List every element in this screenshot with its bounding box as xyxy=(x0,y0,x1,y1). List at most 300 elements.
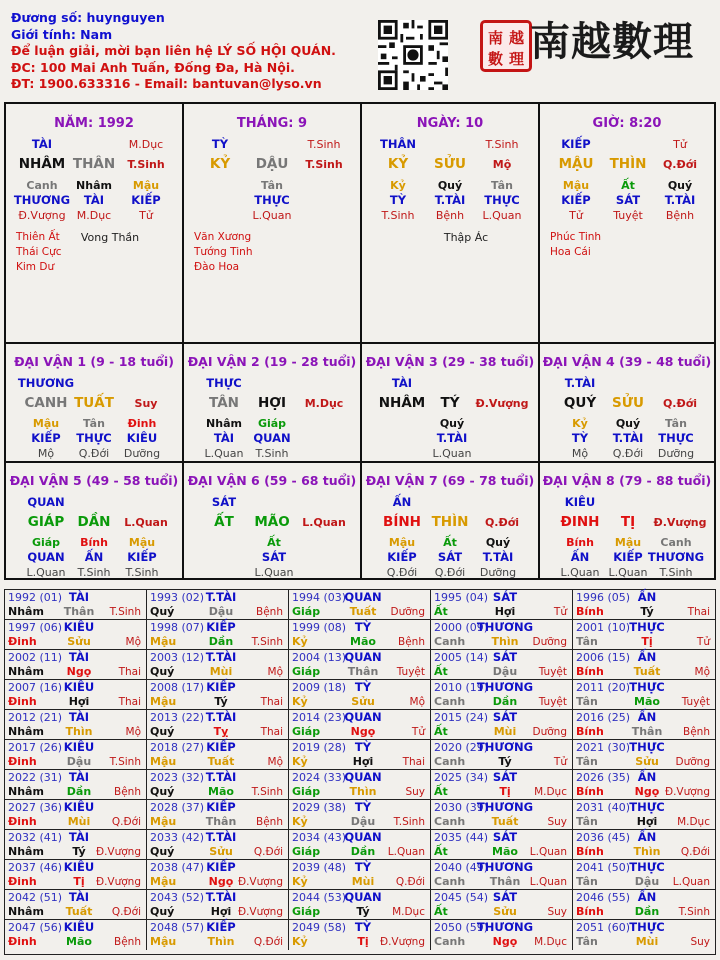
year-god: T.TÀI xyxy=(205,590,237,604)
year-label: 2000 (09) xyxy=(434,621,489,634)
year-branch: Ngọ xyxy=(492,935,518,948)
year-stem: Bính xyxy=(576,845,604,858)
year-stem: Tân xyxy=(576,755,598,768)
year-label: 2042 (51) xyxy=(8,891,63,904)
year-label: 2050 (59) xyxy=(434,921,489,934)
dai-van-1[interactable] xyxy=(6,344,184,463)
hidden-phase: Bệnh xyxy=(435,209,465,222)
year-cell[interactable] xyxy=(5,890,147,920)
year-cell[interactable] xyxy=(5,650,147,680)
year-label: 2019 (28) xyxy=(292,741,347,754)
star-list-item: Thiên Ất xyxy=(16,231,60,243)
year-god: QUAN xyxy=(344,590,382,604)
year-branch: Dần xyxy=(208,635,234,648)
year-stem: Mậu xyxy=(150,635,177,648)
year-god: THỰC xyxy=(629,920,665,934)
year-god: QUAN xyxy=(344,710,382,724)
year-star: Mộ xyxy=(267,666,283,678)
dai-van-god: QUAN xyxy=(27,495,65,509)
year-cell[interactable] xyxy=(289,800,431,830)
year-cell[interactable] xyxy=(573,890,715,920)
hidden-god: T.TÀI xyxy=(664,193,696,207)
pillar-title: NGÀY: 10 xyxy=(416,116,484,131)
year-cell[interactable] xyxy=(147,680,289,710)
year-branch: Mão xyxy=(492,845,518,858)
year-god: T.TÀI xyxy=(205,830,237,844)
chart-grid xyxy=(4,102,716,580)
year-cell[interactable] xyxy=(431,830,573,860)
hidden-god: TÀI xyxy=(83,193,105,207)
year-cell[interactable] xyxy=(289,740,431,770)
year-god: KIẾP xyxy=(206,920,236,934)
year-stem: Tân xyxy=(576,815,598,828)
hidden-phase: T.Sinh xyxy=(77,566,111,579)
year-star: Mộ xyxy=(694,666,710,678)
hidden-phase: L.Quan xyxy=(204,447,244,460)
contact-phone-email: ĐT: 1900.633316 - Email: bantuvan@lyso.vn xyxy=(11,76,322,91)
hidden-phase: L.Quan xyxy=(26,566,66,579)
dai-van-title: ĐẠI VẬN 5 (49 - 58 tuổi) xyxy=(9,473,179,488)
hidden-god: THƯƠNG xyxy=(647,550,705,564)
pillar-stem: KỶ xyxy=(209,156,231,172)
dai-van-god: KIÊU xyxy=(564,495,596,509)
year-god: ẤN xyxy=(637,710,657,724)
year-god: SÁT xyxy=(492,650,518,664)
star-list-item: Kim Dư xyxy=(16,261,55,273)
year-cell[interactable] xyxy=(431,620,573,650)
year-label: 2036 (45) xyxy=(576,831,631,844)
pillar-title: THÁNG: 9 xyxy=(236,116,308,131)
year-branch: Mão xyxy=(634,695,660,708)
year-label: 1995 (04) xyxy=(434,591,489,604)
year-god: THƯƠNG xyxy=(476,800,534,814)
year-branch: Mùi xyxy=(67,815,91,828)
hidden-stem: Quý xyxy=(439,417,465,430)
year-cell[interactable] xyxy=(147,800,289,830)
year-branch: Tị xyxy=(73,875,85,888)
hidden-phase: L.Quan xyxy=(254,566,294,579)
year-star: Q.Đới xyxy=(111,906,141,918)
dai-van-branch: DẦN xyxy=(77,514,111,530)
year-branch: Dần xyxy=(492,695,518,708)
year-stem: Đinh xyxy=(8,935,37,948)
year-cell[interactable] xyxy=(431,890,573,920)
hidden-phase: L.Quan xyxy=(252,209,292,222)
year-star: Tử xyxy=(696,636,710,648)
year-cell[interactable] xyxy=(5,770,147,800)
year-cell[interactable] xyxy=(573,860,715,890)
year-stem: Giáp xyxy=(292,665,321,678)
year-label: 1999 (08) xyxy=(292,621,347,634)
hidden-phase: Tử xyxy=(139,209,153,222)
year-cell[interactable] xyxy=(573,680,715,710)
dai-van-3[interactable] xyxy=(362,344,540,463)
year-cell[interactable] xyxy=(147,710,289,740)
year-stem: Canh xyxy=(434,695,466,708)
year-star: Dưỡng xyxy=(390,606,425,618)
pillar-stem: KỶ xyxy=(387,156,409,172)
year-branch: Mùi xyxy=(351,875,375,888)
year-cell[interactable] xyxy=(289,620,431,650)
seal-char-4: 理 xyxy=(509,50,525,68)
year-star: L.Quan xyxy=(672,876,710,888)
pillar-3[interactable] xyxy=(362,104,540,344)
hidden-phase: Dưỡng xyxy=(657,447,695,460)
year-cell[interactable] xyxy=(5,740,147,770)
owner-gender: Giới tính: Nam xyxy=(11,26,113,42)
year-cell[interactable] xyxy=(573,710,715,740)
year-cell[interactable] xyxy=(289,710,431,740)
hidden-phase: Dưỡng xyxy=(479,566,517,579)
year-cell[interactable] xyxy=(5,800,147,830)
dai-van-branch: SỬU xyxy=(612,395,644,411)
year-god: KIÊU xyxy=(63,620,95,634)
hidden-god: T.TÀI xyxy=(434,193,466,207)
year-cell[interactable] xyxy=(431,920,573,950)
year-cell[interactable] xyxy=(147,770,289,800)
year-cell[interactable] xyxy=(431,860,573,890)
dai-van-stem: ĐINH xyxy=(560,514,600,530)
year-star: Tử xyxy=(553,756,567,768)
year-stem: Kỷ xyxy=(292,755,308,768)
year-branch: Dần xyxy=(66,785,92,798)
year-stem: Nhâm xyxy=(8,665,44,678)
dai-van-star: Đ.Vượng xyxy=(653,516,707,529)
dai-van-branch: TUẤT xyxy=(74,395,114,411)
year-god: SÁT xyxy=(492,590,518,604)
year-star: Mộ xyxy=(125,636,141,648)
pillar-star-list xyxy=(194,230,252,275)
year-god: KIẾP xyxy=(206,860,236,874)
year-star: Đ.Vượng xyxy=(237,876,283,888)
year-branch: Hợi xyxy=(494,605,516,618)
year-stem: Nhâm xyxy=(8,905,44,918)
year-stem: Quý xyxy=(150,665,175,678)
year-star: Tử xyxy=(411,726,425,738)
year-cell[interactable] xyxy=(289,830,431,860)
year-branch: Tý xyxy=(356,905,370,918)
year-cell[interactable] xyxy=(289,650,431,680)
year-cell[interactable] xyxy=(431,590,573,620)
year-cell[interactable] xyxy=(5,590,147,620)
year-god: TỲ xyxy=(354,620,372,634)
year-label: 2033 (42) xyxy=(150,831,205,844)
year-god: T.TÀI xyxy=(205,890,237,904)
year-cell[interactable] xyxy=(289,770,431,800)
pillar-1[interactable] xyxy=(6,104,184,344)
year-star: Q.Đới xyxy=(680,846,710,858)
star-list-item: Văn Xương xyxy=(194,231,252,243)
year-cell[interactable] xyxy=(573,770,715,800)
year-star: T.Sinh xyxy=(109,606,141,618)
hidden-stem: Giáp xyxy=(257,417,287,430)
year-branch: Dần xyxy=(350,845,376,858)
year-god: THỰC xyxy=(629,740,665,754)
hidden-stem: Kỷ xyxy=(572,417,588,430)
year-stem: Bính xyxy=(576,905,604,918)
year-branch: Ngọ xyxy=(66,665,92,678)
star-list-item: Hoa Cái xyxy=(550,246,591,258)
year-cell[interactable] xyxy=(5,920,147,950)
year-branch: Thân xyxy=(489,875,521,888)
hidden-god: ẤN xyxy=(570,550,590,564)
year-cell[interactable] xyxy=(289,590,431,620)
dai-van-star: Đ.Vượng xyxy=(475,397,529,410)
year-branch: Sửu xyxy=(67,635,91,648)
dai-van-stem: CANH xyxy=(24,395,68,411)
pillar-god: TỲ xyxy=(211,137,229,151)
dai-van-4[interactable] xyxy=(540,344,714,463)
year-star: Bệnh xyxy=(114,786,141,798)
dai-van-branch: TỊ xyxy=(620,514,636,530)
year-stem: Bính xyxy=(576,725,604,738)
pillar-branch-star: T.Sinh xyxy=(305,158,343,171)
hidden-god: QUAN xyxy=(27,550,65,564)
hidden-stem: Mậu xyxy=(388,536,416,549)
year-label: 2044 (53) xyxy=(292,891,347,904)
year-star: Bệnh xyxy=(398,636,425,648)
dai-van-stem: GIÁP xyxy=(27,514,65,530)
year-label: 2007 (16) xyxy=(8,681,63,694)
year-label: 2018 (27) xyxy=(150,741,205,754)
year-label: 1998 (07) xyxy=(150,621,205,634)
dai-van-6[interactable] xyxy=(184,463,362,580)
year-god: ẤN xyxy=(637,650,657,664)
hidden-phase: T.Sinh xyxy=(659,566,693,579)
year-god: ẤN xyxy=(637,890,657,904)
year-cell[interactable] xyxy=(431,710,573,740)
year-cell[interactable] xyxy=(147,650,289,680)
dai-van-star: M.Dục xyxy=(304,397,344,410)
dai-van-7[interactable] xyxy=(362,463,540,580)
year-stem: Tân xyxy=(576,935,598,948)
year-god: TÀI xyxy=(68,710,90,724)
year-label: 2048 (57) xyxy=(150,921,205,934)
year-label: 2040 (49) xyxy=(434,861,489,874)
year-branch: Dần xyxy=(634,905,660,918)
year-cell[interactable] xyxy=(573,590,715,620)
year-branch: Sửu xyxy=(351,695,375,708)
year-god: KIÊU xyxy=(63,920,95,934)
year-stem: Đinh xyxy=(8,695,37,708)
year-star: Đ.Vượng xyxy=(95,846,141,858)
red-seal-stamp xyxy=(480,20,532,72)
year-stem: Kỷ xyxy=(292,635,308,648)
hidden-god: KIẾP xyxy=(131,193,161,207)
hidden-god: TÀI xyxy=(213,431,235,445)
year-branch: Thìn xyxy=(65,725,93,738)
hidden-stem: Bính xyxy=(80,536,108,549)
pillar-note: Thập Ác xyxy=(443,231,489,244)
hidden-stem: Quý xyxy=(615,417,641,430)
dai-van-title: ĐẠI VẬN 7 (69 - 78 tuổi) xyxy=(365,473,535,488)
year-cell[interactable] xyxy=(431,740,573,770)
year-stem: Mậu xyxy=(150,695,177,708)
year-cell[interactable] xyxy=(147,890,289,920)
year-stem: Quý xyxy=(150,725,175,738)
hidden-god: KIẾP xyxy=(127,550,157,564)
year-branch: Thân xyxy=(205,815,237,828)
year-cell[interactable] xyxy=(147,590,289,620)
contact-address: ĐC: 100 Mai Anh Tuấn, Đống Đa, Hà Nội. xyxy=(11,59,295,75)
year-label: 2017 (26) xyxy=(8,741,63,754)
dai-van-title: ĐẠI VẬN 2 (19 - 28 tuổi) xyxy=(187,354,357,369)
year-cell[interactable] xyxy=(5,830,147,860)
year-cell[interactable] xyxy=(5,680,147,710)
year-cell[interactable] xyxy=(573,800,715,830)
year-god: ẤN xyxy=(637,830,657,844)
hidden-god: TỲ xyxy=(571,431,589,445)
brand-calligraphy: 南越數理 xyxy=(530,18,694,65)
year-god: THỰC xyxy=(629,860,665,874)
hidden-god: ẤN xyxy=(84,550,104,564)
hidden-god: KIẾP xyxy=(613,550,643,564)
star-list-item: Đào Hoa xyxy=(194,261,240,273)
year-label: 2034 (43) xyxy=(292,831,347,844)
year-cell[interactable] xyxy=(289,920,431,950)
year-cell[interactable] xyxy=(431,770,573,800)
year-branch: Mão xyxy=(208,785,234,798)
year-cell[interactable] xyxy=(573,740,715,770)
year-cell[interactable] xyxy=(289,680,431,710)
pillar-title: NĂM: 1992 xyxy=(54,116,134,131)
year-god: QUAN xyxy=(344,830,382,844)
pillar-branch-star: Q.Đới xyxy=(662,158,698,171)
pillar-4[interactable] xyxy=(540,104,714,344)
year-stem: Đinh xyxy=(8,815,37,828)
year-stem: Bính xyxy=(576,605,604,618)
dai-van-god: TÀI xyxy=(391,376,413,390)
pillar-star: M.Dục xyxy=(128,138,164,151)
hidden-stem: Mậu xyxy=(614,536,642,549)
year-star: Bệnh xyxy=(256,606,283,618)
pillar-2[interactable] xyxy=(184,104,362,344)
year-god: KIÊU xyxy=(63,740,95,754)
pillar-star: T.Sinh xyxy=(307,138,341,151)
year-cell[interactable] xyxy=(289,860,431,890)
hidden-phase: L.Quan xyxy=(432,447,472,460)
year-star: Suy xyxy=(690,936,710,948)
year-stem: Mậu xyxy=(150,935,177,948)
year-god: KIẾP xyxy=(206,680,236,694)
year-star: Mộ xyxy=(125,726,141,738)
year-stem: Giáp xyxy=(292,725,321,738)
year-star: L.Quan xyxy=(529,876,567,888)
year-god: KIẾP xyxy=(206,620,236,634)
year-god: T.TÀI xyxy=(205,770,237,784)
hidden-god: KIẾP xyxy=(387,550,417,564)
year-god: KIẾP xyxy=(206,740,236,754)
hidden-stem: Mậu xyxy=(32,417,60,430)
year-stem: Giáp xyxy=(292,785,321,798)
year-stem: Canh xyxy=(434,635,466,648)
year-god: TÀI xyxy=(68,590,90,604)
dai-van-stem: TÂN xyxy=(209,395,239,411)
year-stem: Đinh xyxy=(8,875,37,888)
year-cell[interactable] xyxy=(573,620,715,650)
year-god: SÁT xyxy=(492,830,518,844)
year-star: Mộ xyxy=(409,696,425,708)
hidden-stem: Tân xyxy=(665,417,687,430)
year-star: L.Quan xyxy=(387,846,425,858)
year-cell[interactable] xyxy=(147,620,289,650)
hidden-stem: Ất xyxy=(621,179,635,192)
year-star: L.Quan xyxy=(529,846,567,858)
year-label: 2009 (18) xyxy=(292,681,347,694)
year-branch: Dậu xyxy=(634,875,660,888)
year-star: Dưỡng xyxy=(532,726,567,738)
year-branch: Ngọ xyxy=(634,785,660,798)
year-cell[interactable] xyxy=(5,860,147,890)
year-cell[interactable] xyxy=(431,650,573,680)
hidden-stem: Tân xyxy=(261,179,283,192)
dai-van-8[interactable] xyxy=(540,463,714,580)
year-label: 2027 (36) xyxy=(8,801,63,814)
year-label: 2001 (10) xyxy=(576,621,631,634)
year-label: 2013 (22) xyxy=(150,711,205,724)
year-branch: Tuất xyxy=(491,815,519,828)
year-cell[interactable] xyxy=(147,830,289,860)
year-label: 2006 (15) xyxy=(576,651,631,664)
year-branch: Thìn xyxy=(491,635,519,648)
year-branch: Sửu xyxy=(209,845,233,858)
year-star: T.Sinh xyxy=(393,816,425,828)
hidden-phase: T.Sinh xyxy=(255,447,289,460)
dai-van-2[interactable] xyxy=(184,344,362,463)
year-branch: Tị xyxy=(499,785,511,798)
year-cell[interactable] xyxy=(573,920,715,950)
year-god: TỲ xyxy=(354,740,372,754)
year-branch: Thân xyxy=(631,725,663,738)
dai-van-star: L.Quan xyxy=(302,516,346,529)
hidden-phase: M.Dục xyxy=(76,209,112,222)
year-label: 2031 (40) xyxy=(576,801,631,814)
year-stem: Ất xyxy=(434,665,448,678)
dai-van-branch: THÌN xyxy=(431,514,469,530)
year-label: 1994 (03) xyxy=(292,591,347,604)
year-label: 1997 (06) xyxy=(8,621,63,634)
dai-van-title: ĐẠI VẬN 6 (59 - 68 tuổi) xyxy=(187,473,357,488)
pillar-branch-star: Mộ xyxy=(492,158,512,171)
pillar-branch: SỬU xyxy=(434,156,466,172)
qr-code-icon[interactable] xyxy=(378,20,448,90)
year-branch: Mão xyxy=(66,935,92,948)
year-star: M.Dục xyxy=(534,936,567,948)
hidden-stem: Tân xyxy=(491,179,513,192)
year-star: M.Dục xyxy=(677,816,710,828)
hidden-stem: Đinh xyxy=(127,417,157,430)
hidden-god: THỰC xyxy=(658,431,694,445)
year-cell[interactable] xyxy=(5,710,147,740)
year-stem: Tân xyxy=(576,635,598,648)
dai-van-5[interactable] xyxy=(6,463,184,580)
year-cell[interactable] xyxy=(147,740,289,770)
year-cell[interactable] xyxy=(431,680,573,710)
year-label: 1992 (01) xyxy=(8,591,63,604)
year-cell[interactable] xyxy=(573,830,715,860)
year-god: THƯƠNG xyxy=(476,860,534,874)
dai-van-branch: HỢI xyxy=(257,395,287,411)
year-cell[interactable] xyxy=(147,860,289,890)
year-cell[interactable] xyxy=(431,800,573,830)
year-cell[interactable] xyxy=(147,920,289,950)
year-cell[interactable] xyxy=(289,890,431,920)
hidden-phase: Tử xyxy=(569,209,583,222)
year-cell[interactable] xyxy=(5,620,147,650)
year-god: ẤN xyxy=(637,590,657,604)
year-stem: Quý xyxy=(150,785,175,798)
year-cell[interactable] xyxy=(573,650,715,680)
